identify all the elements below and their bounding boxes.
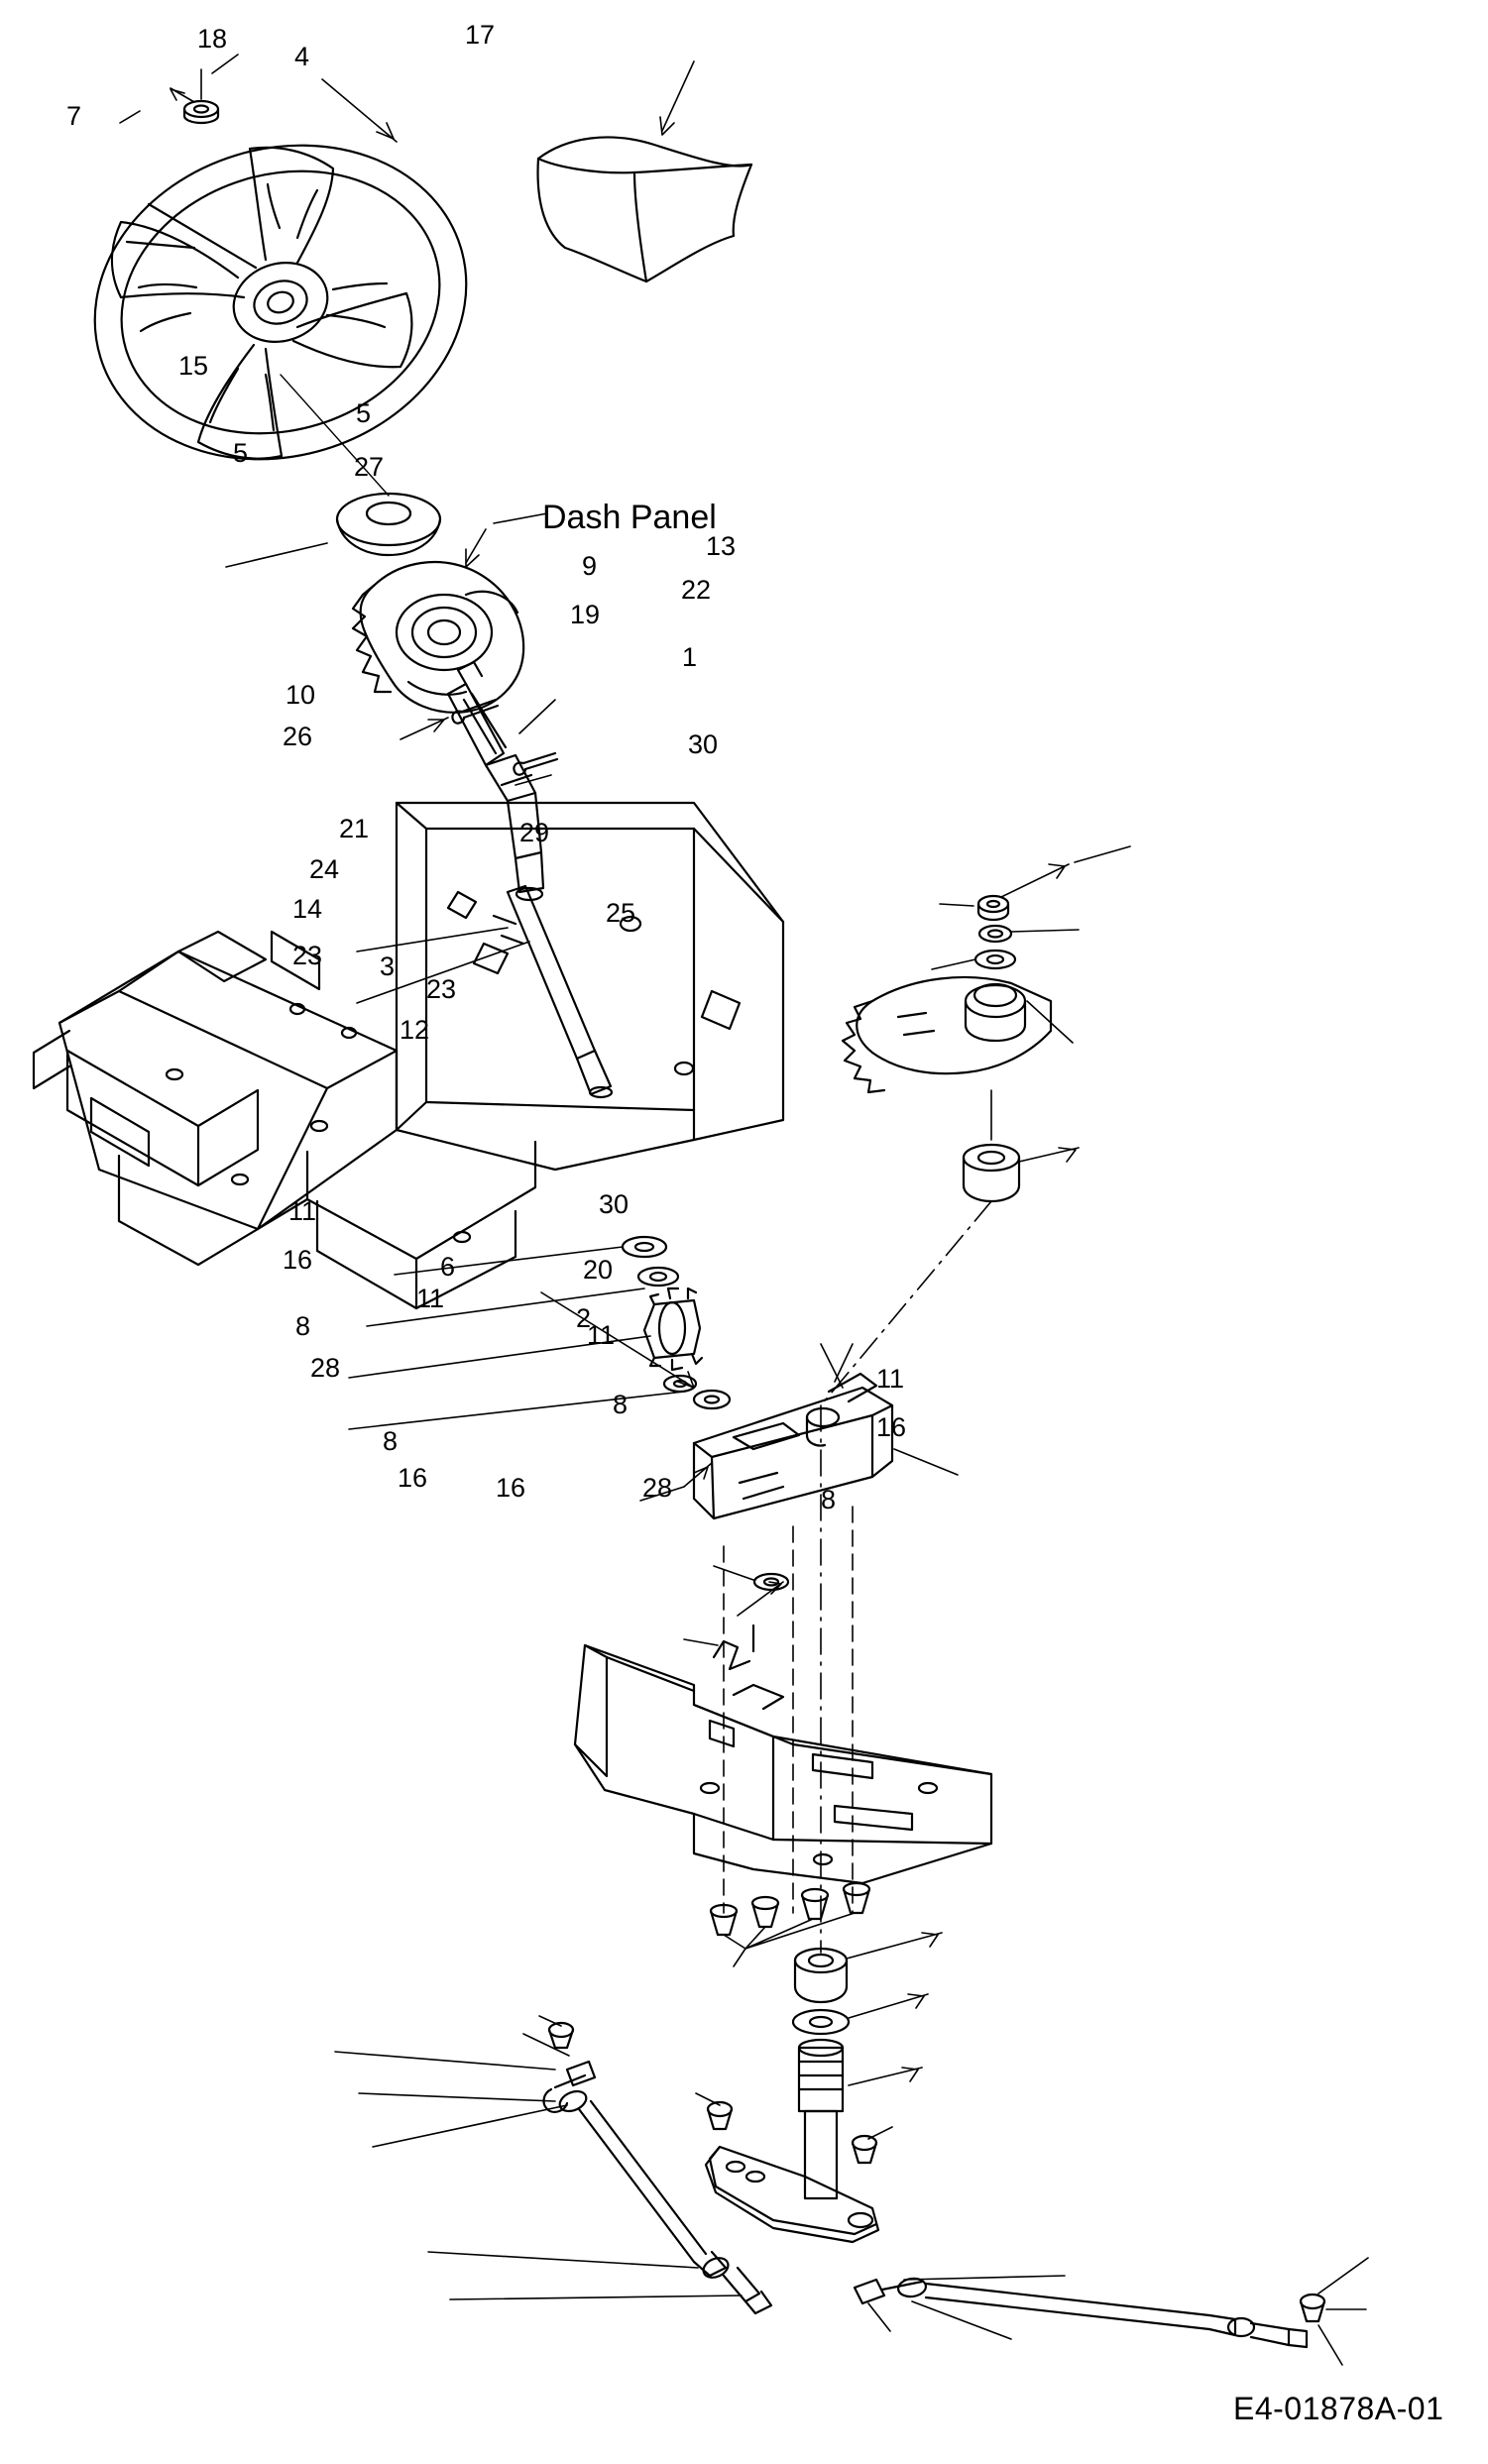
part-callout: 23 bbox=[426, 974, 457, 1004]
part-callout: 30 bbox=[688, 729, 719, 759]
part-callout: 19 bbox=[570, 600, 601, 629]
washer-21 bbox=[623, 1237, 666, 1257]
footrest-plate-6 bbox=[575, 1645, 991, 1883]
washer-23-a bbox=[694, 1391, 730, 1408]
retaining-clip-12 bbox=[714, 1625, 753, 1669]
washer-19 bbox=[975, 951, 1015, 968]
part-callout: 1 bbox=[682, 642, 698, 672]
part-callout: 21 bbox=[339, 814, 370, 843]
part-callout: 15 bbox=[178, 351, 209, 381]
center-bolt-11 bbox=[708, 2102, 732, 2129]
ball-joint-right-11 bbox=[1301, 2295, 1324, 2321]
part-callout: 5 bbox=[356, 398, 372, 428]
part-callout: 12 bbox=[400, 1015, 430, 1045]
part-callout: 2 bbox=[576, 1303, 592, 1333]
part-callout: 25 bbox=[606, 898, 636, 928]
dash-panel-label: Dash Panel bbox=[542, 499, 717, 536]
part-callout: 22 bbox=[681, 575, 712, 605]
tie-rod-left-28 bbox=[544, 2062, 771, 2313]
part-callout: 27 bbox=[354, 452, 385, 482]
part-callout: 16 bbox=[283, 1245, 313, 1275]
part-callout: 24 bbox=[309, 854, 340, 884]
part-callout: 16 bbox=[496, 1473, 526, 1503]
tractor-frame bbox=[34, 803, 783, 1308]
part-callout: 11 bbox=[876, 1364, 905, 1394]
part-callout: 30 bbox=[599, 1189, 630, 1219]
steering-wheel bbox=[56, 100, 506, 504]
washer-20 bbox=[793, 2010, 849, 2034]
part-callout: 6 bbox=[440, 1252, 456, 1282]
part-callout: 11 bbox=[416, 1284, 445, 1313]
part-callout: 7 bbox=[66, 101, 82, 131]
part-callout: 5 bbox=[233, 438, 249, 468]
part-callout: 23 bbox=[292, 941, 323, 970]
washer-21b bbox=[638, 1268, 678, 1286]
wheel-nut-18 bbox=[184, 101, 218, 123]
part-callout: 26 bbox=[283, 722, 313, 751]
bushing-30-upper bbox=[964, 1145, 1019, 1201]
right-bolt-11 bbox=[853, 2136, 876, 2163]
part-callout: 17 bbox=[465, 20, 496, 50]
steering-shaft-2 bbox=[799, 2040, 843, 2198]
part-callout: 8 bbox=[613, 1390, 629, 1419]
part-callout: 13 bbox=[706, 531, 737, 561]
pinion-gear-24 bbox=[644, 1288, 702, 1370]
steering-bracket-3 bbox=[694, 1374, 892, 1518]
nut-9 bbox=[978, 896, 1008, 920]
sector-gear-1 bbox=[843, 977, 1051, 1092]
bolt-heads-bottom bbox=[711, 1883, 869, 1935]
part-callout: 4 bbox=[294, 42, 310, 71]
dash-panel bbox=[353, 562, 523, 713]
washer-22 bbox=[979, 926, 1011, 942]
bushing-30-lower bbox=[795, 1949, 847, 2002]
part-callout: 9 bbox=[582, 551, 598, 581]
part-callout: 29 bbox=[519, 818, 550, 847]
part-callout: 11 bbox=[587, 1320, 616, 1350]
steering-wheel-cover-17 bbox=[538, 137, 751, 281]
part-callout: 28 bbox=[642, 1473, 673, 1503]
part-callout: 11 bbox=[288, 1196, 317, 1226]
part-callout: 14 bbox=[292, 894, 323, 924]
document-id: E4-01878A-01 bbox=[1233, 2391, 1444, 2426]
tie-rod-right-28 bbox=[855, 2277, 1307, 2347]
part-callout: 8 bbox=[821, 1485, 837, 1514]
steering-cap-15 bbox=[337, 494, 440, 555]
part-callout: 10 bbox=[286, 680, 316, 710]
pitman-arm bbox=[706, 2147, 878, 2242]
part-callout: 3 bbox=[380, 952, 396, 981]
part-callout: 20 bbox=[583, 1255, 614, 1285]
part-callout: 16 bbox=[398, 1463, 428, 1493]
part-callout: 16 bbox=[876, 1412, 907, 1442]
part-callout: 28 bbox=[310, 1353, 341, 1383]
part-callout: 18 bbox=[197, 24, 228, 54]
part-callout: 8 bbox=[383, 1426, 399, 1456]
steering-rod-26 bbox=[508, 886, 612, 1097]
part-callout: 8 bbox=[295, 1311, 311, 1341]
